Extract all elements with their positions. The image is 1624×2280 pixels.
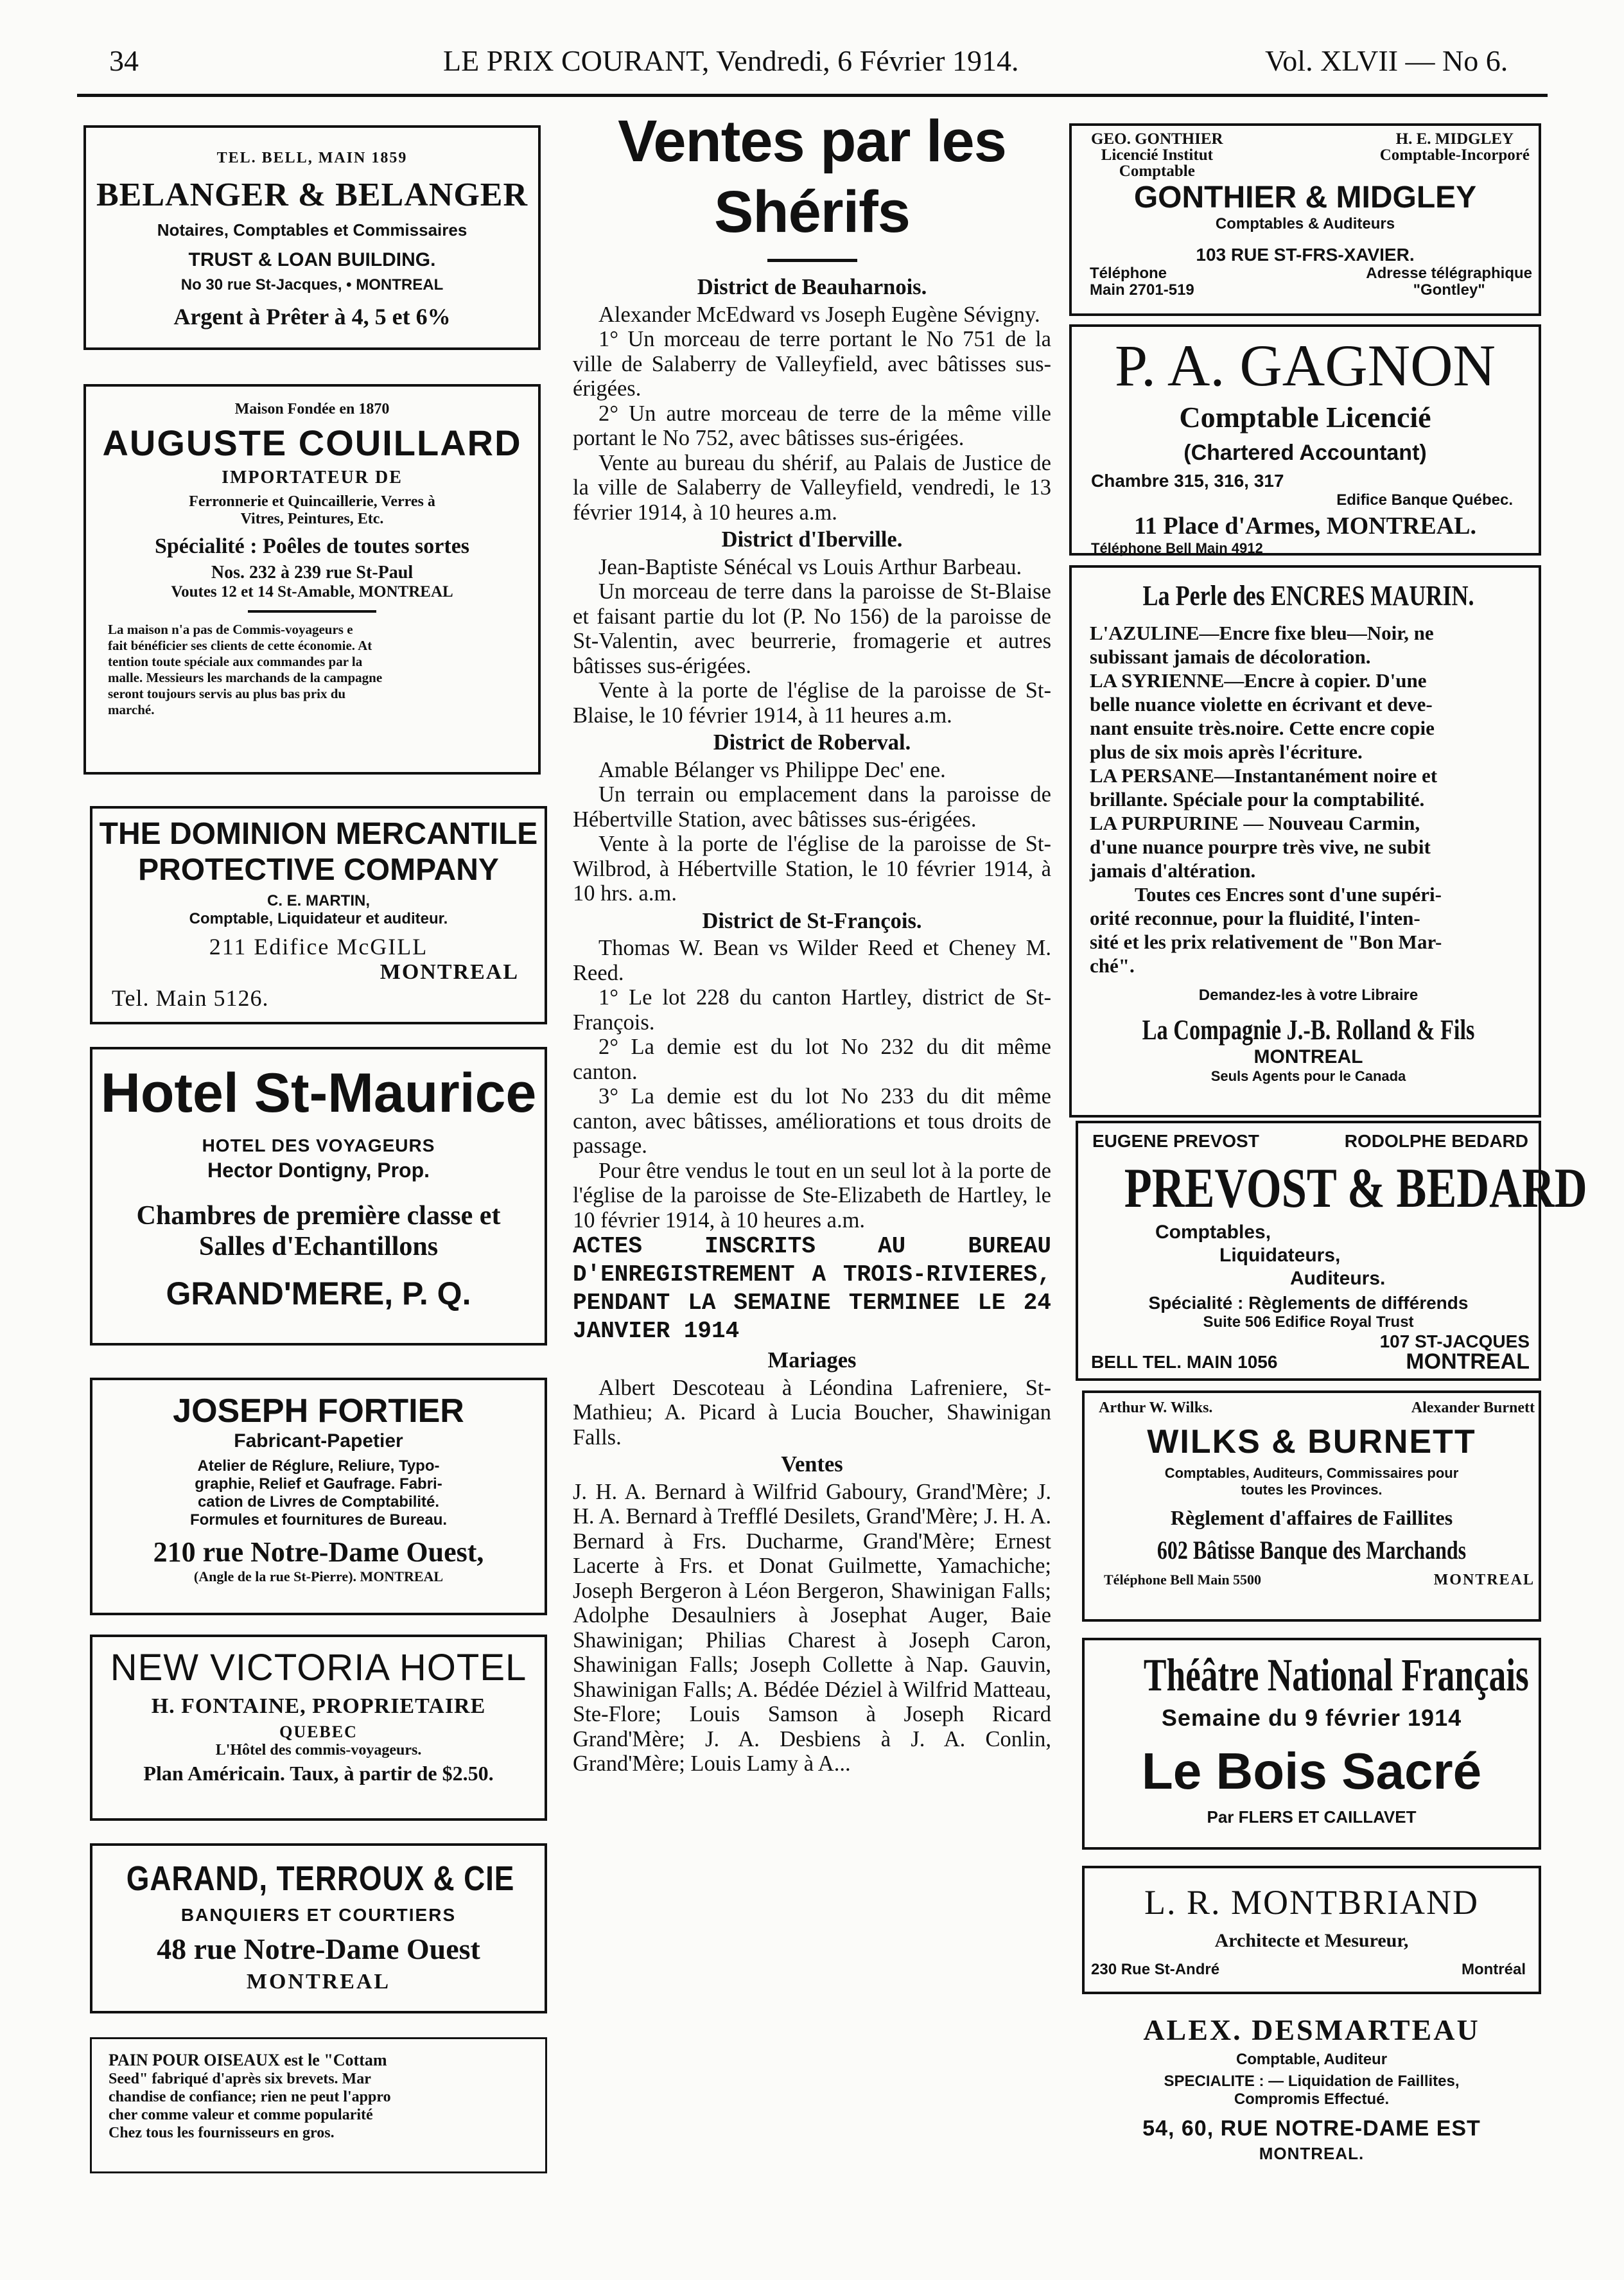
ad-couillard-note	[86, 622, 538, 718]
ad-couillard-name: AUGUSTE COUILLARD	[102, 423, 522, 463]
notice-paragraph: Pour être vendus le tout en un seul lot à la porte de l'église de la paroisse de Ste-Elizabeth de Hartley, le 10 février 1914, à 10 heures a.m.	[573, 1158, 1051, 1232]
ad-dominion	[90, 806, 547, 1024]
volume-number: Vol. XLVII — No 6.	[1265, 44, 1508, 77]
ad-new-victoria-name: NEW VICTORIA HOTEL	[110, 1647, 527, 1688]
notice-paragraph: Vente au bureau du shérif, au Palais de Justice de la ville de Salaberry de Valleyfield, vendredi, le 13 février 1914, à 10 heures a.m.	[573, 450, 1051, 525]
ad-hotel-st-maurice-name: Hotel St-Maurice	[100, 1062, 537, 1124]
notice-paragraph: 2° Un autre morceau de terre de la même ville portant le No 752, avec bâtisses sus-érigées.	[573, 401, 1051, 450]
notice-paragraph: 2° La demie est du lot No 232 du dit même canton.	[573, 1035, 1051, 1084]
ad-wilks-city: MONTREAL	[1433, 1572, 1535, 1588]
ad-couillard-address-1: Nos. 232 à 239 rue St-Paul	[211, 563, 414, 583]
title-rule	[767, 259, 857, 262]
ad-prevost-specialty: Spécialité : Règlements de différends	[1148, 1293, 1469, 1313]
ad-prevost-city: MONTREAL	[1406, 1349, 1530, 1374]
ad-belanger-address: No 30 rue St-Jacques, • MONTREAL	[180, 276, 444, 294]
mariages-heading: Mariages	[767, 1348, 857, 1372]
ad-couillard-note-line: marché.	[108, 702, 155, 717]
ad-prevost-left-name: EUGENE PREVOST	[1092, 1131, 1259, 1151]
notice-paragraph: Un morceau de terre dans la paroisse de St-Blaise et faisant partie du lot (P. No 156) de la paroisse de St-Valentin, avec beurrerie, fromagerie et autres bâtisses sus-érigées.	[573, 579, 1051, 678]
ad-maurin-line: LA PURPURINE — Nouveau Carmin,	[1090, 812, 1420, 834]
ad-wilks-role-2: toutes les Provinces.	[1241, 1482, 1383, 1498]
ad-gonthier-adresse-label: Adresse télégraphique	[1366, 265, 1532, 282]
ad-gonthier-tel-label: Téléphone	[1090, 265, 1167, 282]
ad-fortier-desc: Atelier de Réglure, Reliure, Typo-	[197, 1457, 440, 1475]
ad-belanger-subtitle: Notaires, Comptables et Commissaires	[157, 220, 467, 240]
ad-belanger-offer: Argent à Prêter à 4, 5 et 6%	[173, 304, 451, 329]
ad-wilks-burnett	[1082, 1390, 1541, 1622]
ad-couillard-specialty: Spécialité : Poêles de toutes sortes	[154, 534, 470, 558]
ad-gonthier-midgley	[1069, 123, 1541, 316]
ad-wilks-address: 602 Bâtisse Banque des Marchands	[1157, 1536, 1467, 1565]
ad-gonthier-right	[1380, 131, 1530, 163]
ad-prevost-suite: Suite 506 Edifice Royal Trust	[1203, 1313, 1414, 1331]
ad-dominion-name-2: PROTECTIVE COMPANY	[138, 853, 499, 887]
notice-paragraph: Vente à la porte de l'église de la paroisse de St-Blaise, le 10 février 1914, à 11 heures a.m.	[573, 678, 1051, 728]
ad-fortier	[90, 1378, 547, 1615]
ad-wilks-role-1: Comptables, Auditeurs, Commissaires pour	[1164, 1465, 1459, 1481]
ad-montbriand-name: L. R. MONTBRIAND	[1144, 1883, 1479, 1922]
ad-dominion-role: Comptable, Liquidateur et auditeur.	[189, 910, 448, 927]
ad-gonthier-right-name: H. E. MIDGLEY	[1395, 130, 1514, 148]
ad-wilks-reglement: Règlement d'affaires de Faillites	[1170, 1506, 1453, 1529]
ad-couillard-note-line: malle. Messieurs les marchands de la campagne	[108, 670, 383, 685]
ad-couillard-note-line: La maison n'a pas de Commis-voyageurs e	[108, 622, 353, 637]
ad-gagnon-chartered: (Chartered Accountant)	[1183, 441, 1427, 465]
ad-hotel-st-maurice-rooms-1: Chambres de première classe et	[136, 1201, 501, 1231]
ad-gonthier-left-t2: Comptable	[1119, 162, 1195, 180]
ad-maurin-body	[1090, 621, 1527, 978]
ad-garand-city: MONTREAL	[246, 1970, 391, 1994]
ad-theatre-week: Semaine du 9 février 1914	[1161, 1705, 1462, 1731]
ad-dominion-name-1: THE DOMINION MERCANTILE	[99, 817, 538, 851]
ad-maurin-line: jamais d'altération.	[1090, 859, 1256, 882]
ad-maurin-ask: Demandez-les à votre Libraire	[1198, 987, 1419, 1004]
ventes-text: J. H. A. Bernard à Wilfrid Gaboury, Grand'Mère; J. H. A. Bernard à Trefflé Desilets, Grand'Mère; J. H. A. Bernard à Frs. Ducharme, Grand'Mère; Ernest Lacerte à Frs. et Donat Guilmette, Yamachiche; Joseph Bergeron à Léon Bergeron, Shawinigan Falls; Adolphe Desaulniers à Josephat Auger, Baie Shawinigan; Philias Charest à Joseph Caron, Shawinigan Falls; Joseph Collette à Nap. Gauvin, Shawinigan Falls; A. Bédée Déziel à Wilfrid Matteau, Ste-Flore; Louis Samson à Joseph Ricard Grand'Mère; J. A. Desbiens à J. A. Conlin, Grand'Mère; Louis Lamy à A...	[573, 1479, 1051, 1776]
ad-fortier-corner: (Angle de la rue St-Pierre). MONTREAL	[193, 1568, 444, 1584]
ad-gonthier-adresse: "Gontley"	[1413, 281, 1485, 299]
ad-pain-line: Seed" fabriqué d'après six brevets. Mar	[109, 2071, 371, 2087]
ad-gonthier-role: Comptables & Auditeurs	[1215, 215, 1395, 232]
ad-dominion-tel: Tel. Main 5126.	[112, 985, 269, 1011]
ad-maurin-agents: Seuls Agents pour le Canada	[1210, 1068, 1406, 1084]
ad-montbriand-city: Montréal	[1461, 1961, 1526, 1978]
ad-gonthier-left	[1091, 131, 1223, 179]
ad-maurin-company: La Compagnie J.-B. Rolland & Fils	[1142, 1014, 1475, 1046]
mariages-text: Albert Descoteau à Léondina Lafreniere, St-Mathieu; A. Picard à Lucia Boucher, Shawinigan Falls.	[573, 1375, 1051, 1450]
ad-couillard-note-line: fait bénéficier ses clients de cette économie. At	[108, 638, 372, 653]
ad-new-victoria-city: QUEBEC	[279, 1723, 358, 1741]
ad-maurin-line: brillante. Spéciale pour la comptabilité.	[1090, 788, 1425, 811]
ad-couillard-founded: Maison Fondée en 1870	[234, 401, 390, 417]
ad-gagnon-edifice: Edifice Banque Québec.	[1336, 491, 1513, 509]
ad-couillard-note-line: seront toujours servis au plus bas prix du	[108, 686, 346, 701]
ad-hotel-st-maurice-rooms-2: Salles d'Echantillons	[198, 1232, 439, 1261]
district-heading: District d'Iberville.	[721, 527, 903, 552]
ad-couillard	[83, 384, 541, 775]
ad-prevost-address: 107 ST-JACQUES	[1379, 1331, 1530, 1351]
ad-fortier-desc: Formules et fournitures de Bureau.	[189, 1511, 448, 1529]
ad-belanger-building: TRUST & LOAN BUILDING.	[188, 249, 436, 270]
district-heading: District de St-François.	[702, 908, 922, 933]
ad-wilks-tel: Téléphone Bell Main 5500	[1104, 1572, 1262, 1588]
ad-fortier-address: 210 rue Notre-Dame Ouest,	[153, 1536, 484, 1568]
ad-hotel-st-maurice	[90, 1047, 547, 1346]
ad-fortier-desc: graphie, Relief et Gaufrage. Fabri-	[195, 1475, 442, 1493]
ad-gagnon	[1069, 324, 1541, 556]
ad-prevost-right-name: RODOLPHE BEDARD	[1344, 1131, 1528, 1151]
notice-paragraph: 1° Le lot 228 du canton Hartley, district de St-François.	[573, 985, 1051, 1035]
ad-garand-address: 48 rue Notre-Dame Ouest	[157, 1933, 480, 1965]
ad-gagnon-name: P. A. GAGNON	[1115, 333, 1496, 398]
ad-couillard-goods-1: Ferronnerie et Quincaillerie, Verres à	[189, 493, 435, 510]
notice-paragraph: Amable Bélanger vs Philippe Dec' ene.	[598, 757, 946, 782]
ad-hotel-st-maurice-city: GRAND'MERE, P. Q.	[166, 1276, 471, 1311]
ad-maurin-line: nant ensuite très.noire. Cette encre copie	[1090, 717, 1435, 739]
ventes-heading: Ventes	[781, 1452, 843, 1477]
ad-gonthier-telegraph	[1366, 265, 1532, 299]
ad-hotel-st-maurice-sub: HOTEL DES VOYAGEURS	[202, 1136, 435, 1155]
page-number: 34	[109, 44, 139, 77]
ad-maurin-line: L'AZULINE—Encre fixe bleu—Noir, ne	[1090, 622, 1434, 644]
ad-belanger-tel: TEL. BELL, MAIN 1859	[216, 150, 408, 166]
district-heading: District de Roberval.	[713, 730, 911, 755]
ad-gonthier-name: GONTHIER & MIDGLEY	[1133, 180, 1477, 215]
ad-couillard-rule	[248, 610, 376, 613]
ad-maurin-line: LA SYRIENNE—Encre à copier. D'une	[1090, 669, 1427, 692]
ad-desmarteau-city: MONTREAL.	[1259, 2144, 1365, 2163]
ad-gonthier-right-t1: Comptable-Incorporé	[1379, 146, 1530, 164]
ad-dominion-address: 211 Edifice McGILL	[209, 934, 428, 960]
ad-prevost-bedard	[1076, 1121, 1587, 1381]
ad-desmarteau-address: 54, 60, RUE NOTRE-DAME EST	[1142, 2116, 1481, 2141]
ad-theatre-play: Le Bois Sacré	[1141, 1742, 1482, 1800]
ad-maurin-line: belle nuance violette en écrivant et deve-	[1090, 693, 1433, 715]
notice-paragraph: Un terrain ou emplacement dans la paroisse de Hébertville Station, avec bâtisses sus-érigées.	[573, 782, 1051, 832]
notice-paragraph: Vente à la porte de l'église de la paroisse de St-Wilbrod, à Hébertville Station, le 10 février 1914, à 10 hrs. a.m.	[573, 832, 1051, 906]
ad-couillard-address-2: Voutes 12 et 14 St-Amable, MONTREAL	[171, 583, 453, 601]
actes-heading: ACTES INSCRITS AU BUREAU D'ENREGISTREMENT A TROIS-RIVIERES, PENDANT LA SEMAINE TERMINEE LE 24 JANVIER 1914	[573, 1233, 1051, 1344]
ad-maurin-line: subissant jamais de décoloration.	[1090, 645, 1371, 668]
ad-belanger	[83, 125, 541, 350]
ad-hotel-st-maurice-prop: Hector Dontigny, Prop.	[207, 1159, 430, 1182]
ad-maurin-line: d'une nuance pourpre très vive, ne subit	[1090, 836, 1431, 858]
ad-maurin-line: sité et les prix relativement de "Bon Mar-	[1090, 931, 1442, 953]
ad-montbriand	[1082, 1866, 1541, 1994]
notice-paragraph: Thomas W. Bean vs Wilder Reed et Cheney M. Reed.	[573, 936, 1051, 985]
notice-paragraph: Alexander McEdward vs Joseph Eugène Sévigny.	[598, 302, 1040, 327]
ad-desmarteau-role: Comptable, Auditeur	[1235, 2051, 1388, 2068]
ad-maurin-line: Toutes ces Encres sont d'une supéri-	[1135, 883, 1442, 906]
journal-title: LE PRIX COURANT, Vendredi, 6 Février 1914.	[443, 44, 1019, 77]
ad-fortier-name: JOSEPH FORTIER	[173, 1392, 464, 1430]
ad-theatre-name: Théâtre National Français	[1143, 1649, 1529, 1701]
district-heading: District de Beauharnois.	[697, 275, 927, 299]
ad-encres-maurin	[1069, 565, 1541, 1118]
ad-new-victoria	[90, 1635, 547, 1821]
sheriff-sales-column	[573, 106, 1051, 1776]
ad-gagnon-address: 11 Place d'Armes, MONTREAL.	[1133, 513, 1476, 539]
ad-pain-line: Chez tous les fournisseurs en gros.	[109, 2125, 335, 2141]
page-header	[109, 44, 1541, 89]
ad-dominion-person: C. E. MARTIN,	[267, 892, 370, 909]
ad-gagnon-role: Comptable Licencié	[1179, 401, 1431, 434]
ad-maurin-line: plus de six mois après l'écriture.	[1090, 741, 1363, 763]
ad-new-victoria-plan: Plan Américain. Taux, à partir de $2.50.	[143, 1762, 494, 1785]
ad-maurin-city: MONTREAL	[1253, 1046, 1363, 1067]
notice-paragraph: 3° La demie est du lot No 233 du dit même canton, avec bâtisses, améliorations et tous droits de passage.	[573, 1084, 1051, 1158]
ad-couillard-note-line: tention toute spéciale aux commandes par la	[108, 654, 363, 669]
ad-gonthier-address: 103 RUE ST-FRS-XAVIER.	[1196, 245, 1415, 265]
ad-pain-line: PAIN POUR OISEAUX est le "Cottam	[109, 2051, 387, 2069]
ad-pain-oiseaux	[90, 2037, 547, 2173]
ad-fortier-role: Fabricant-Papetier	[234, 1430, 403, 1451]
notice-paragraph: Jean-Baptiste Sénécal vs Louis Arthur Barbeau.	[598, 554, 1022, 579]
ad-prevost-role: Auditeurs.	[1290, 1268, 1386, 1289]
ad-maurin-line: LA PERSANE—Instantanément noire et	[1090, 764, 1438, 787]
notice-paragraph: 1° Un morceau de terre portant le No 751 de la ville de Salaberry de Valleyfield, avec bâtisses sus-érigées.	[573, 327, 1051, 401]
ad-theatre-national	[1082, 1638, 1541, 1850]
ad-pain-line: chandise de confiance; rien ne peut l'appro	[109, 2089, 391, 2105]
ad-desmarteau-specialty-1: SPECIALITE : — Liquidation de Faillites,	[1164, 2073, 1460, 2090]
ad-belanger-name: BELANGER & BELANGER	[96, 177, 528, 213]
ad-prevost-name: PREVOST & BEDARD	[1124, 1157, 1587, 1220]
ad-prevost-role: Liquidateurs,	[1219, 1245, 1341, 1266]
ad-fortier-desc: cation de Livres de Comptabilité.	[197, 1493, 440, 1511]
ad-new-victoria-owner: H. FONTAINE, PROPRIETAIRE	[151, 1694, 486, 1718]
ad-dominion-city: MONTREAL	[380, 960, 519, 984]
ad-maurin-title: La Perle des ENCRES MAURIN.	[1142, 580, 1474, 611]
ad-montbriand-address: 230 Rue St-André	[1091, 1961, 1220, 1978]
ad-gonthier-left-name: GEO. GONTHIER	[1091, 130, 1223, 148]
ad-desmarteau-specialty-2: Compromis Effectué.	[1234, 2091, 1390, 2108]
ad-gagnon-tel: Téléphone Bell Main 4912	[1091, 540, 1263, 556]
ad-prevost-tel: BELL TEL. MAIN 1056	[1091, 1352, 1278, 1372]
ad-gonthier-phone	[1090, 265, 1194, 299]
ad-gonthier-left-t1: Licencié Institut	[1101, 146, 1213, 164]
ad-montbriand-role: Architecte et Mesureur,	[1214, 1930, 1409, 1951]
ad-new-victoria-sub: L'Hôtel des commis-voyageurs.	[215, 1742, 422, 1758]
ad-wilks-name: WILKS & BURNETT	[1147, 1423, 1476, 1460]
sheriff-sales-title: Ventes par les Shérifs	[618, 109, 1006, 245]
ad-prevost-role: Comptables,	[1155, 1222, 1271, 1243]
ad-desmarteau	[1082, 2004, 1541, 2164]
ad-maurin-line: ché".	[1090, 954, 1135, 977]
ad-gagnon-chambre: Chambre 315, 316, 317	[1091, 471, 1284, 491]
ad-wilks-right-name: Alexander Burnett	[1411, 1399, 1535, 1416]
ad-garand	[90, 1843, 547, 2013]
ad-pain-line: cher comme valeur et comme popularité	[109, 2107, 373, 2123]
ad-couillard-goods-2: Vitres, Peintures, Etc.	[240, 511, 384, 527]
ad-maurin-line: orité reconnue, pour la fluidité, l'inten-	[1090, 907, 1420, 929]
ad-desmarteau-name: ALEX. DESMARTEAU	[1143, 2013, 1480, 2046]
ad-couillard-role: IMPORTATEUR DE	[222, 468, 403, 487]
ad-theatre-authors: Par FLERS ET CAILLAVET	[1207, 1807, 1417, 1827]
ad-gonthier-tel: Main 2701-519	[1090, 281, 1194, 299]
ad-garand-name: GARAND, TERROUX & CIE	[126, 1859, 515, 1898]
header-rule	[77, 94, 1548, 97]
ad-wilks-left-name: Arthur W. Wilks.	[1099, 1399, 1213, 1416]
ad-garand-role: BANQUIERS ET COURTIERS	[180, 1905, 457, 1925]
